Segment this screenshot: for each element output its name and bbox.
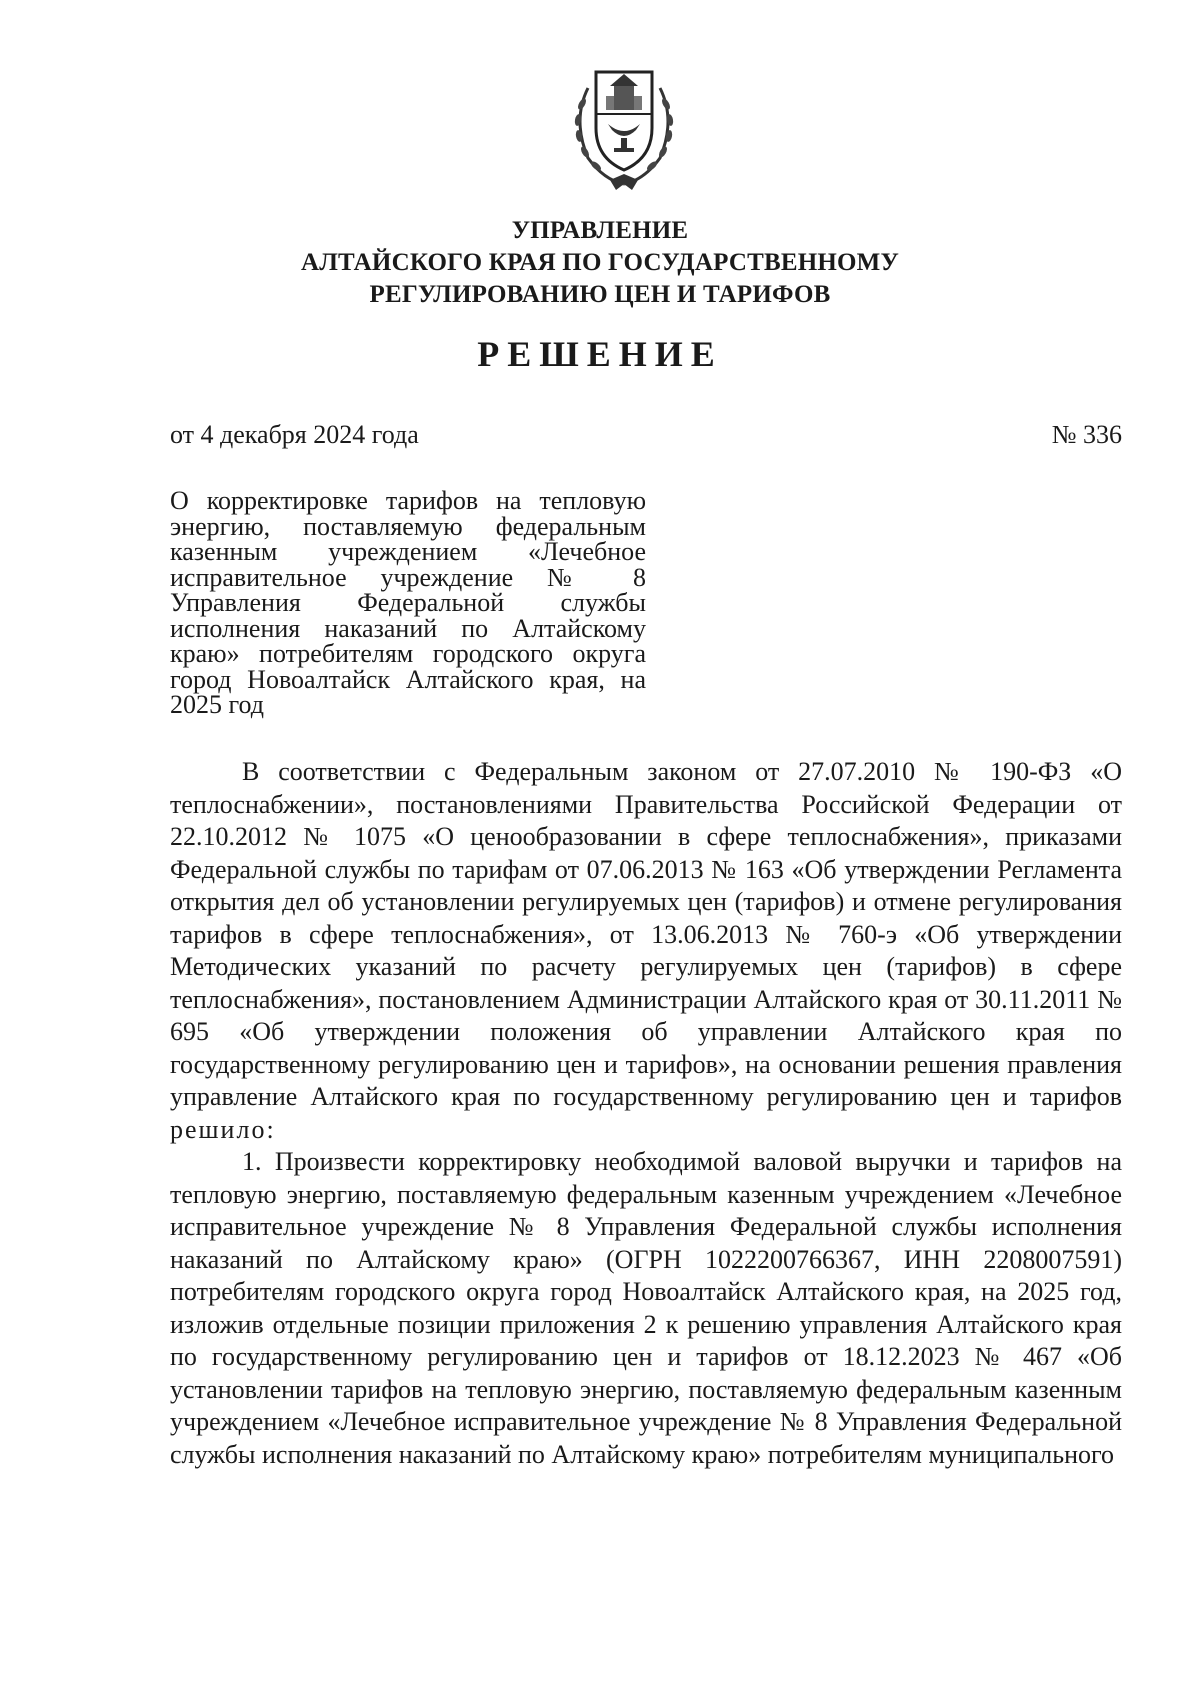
body-paragraph-2: 1. Произвести корректировку необходимой валовой выручки и тарифов на тепловую энергию, поставляемую федеральным казенным учреждением «Лечебное исправительное учреждение № 8 Управления Федеральной службы исполнения наказаний по Алтайскому краю» (ОГРН 1022200766367, ИНН 2208007591) потребителям городского округа город Новоалтайск Алтайского края, на 2025 год, изложив отдельные позиции приложения 2 к решению управления Алтайского края по государственному регулированию цен и тарифов от 18.12.2023 № 467 «Об установлении тарифов на тепловую энергию, поставляемую федеральным казенным учреждением «Лечебное исправительное учреждение № 8 Управления Федеральной службы исполнения наказаний по Алтайскому краю» потребителям муниципального bbox=[170, 1147, 1122, 1469]
document-number: № 336 bbox=[1051, 420, 1122, 449]
document-date: от 4 декабря 2024 года bbox=[170, 420, 419, 449]
document-subject: О корректировке тарифов на тепловую энергию, поставляемую федеральным казенным учреждением «Лечебное исправительное учреждение № 8 Управления Федеральной службы исполнения наказаний по Алтайскому краю» потребителям городского округа город Новоалтайск Алтайского края, на 2025 год bbox=[170, 486, 646, 719]
header-line-2: АЛТАЙСКОГО КРАЯ ПО ГОСУДАРСТВЕННОМУ bbox=[300, 249, 900, 276]
header-line-3: РЕГУЛИРОВАНИЮ ЦЕН И ТАРИФОВ bbox=[369, 281, 831, 308]
coat-of-arms-icon bbox=[566, 58, 682, 192]
body-paragraph-1 bbox=[170, 756, 1122, 1146]
document-type-title: РЕШЕНИЕ bbox=[477, 334, 723, 374]
issuer-header bbox=[0, 215, 1200, 311]
date-number-line bbox=[170, 420, 1122, 450]
resolved-word: решило: bbox=[170, 1114, 276, 1144]
document-body bbox=[170, 756, 1122, 1471]
preamble-text: В соответствии с Федеральным законом от 27.07.2010 № 190-ФЗ «О теплоснабжении», постановлениями Правительства Российской Федерации от 22.10.2012 № 1075 «О ценообразовании в сфере теплоснабжения», приказами Федеральной службы по тарифам от 07.06.2013 № 163 «Об утверждении Регламента открытия дел об установлении регулируемых цен (тарифов) и отмене регулирования тарифов в сфере теплоснабжения», от 13.06.2013 № 760-э «Об утверждении Методических указаний по расчету регулируемых цен (тарифов) в сфере теплоснабжения», постановлением Администрации Алтайского края от 30.11.2011 № 695 «Об утверждении положения об управлении Алтайского края по государственному регулированию цен и тарифов», на основании решения правления управление Алтайского края по государственному регулированию цен и тарифов bbox=[170, 757, 1122, 1111]
header-line-1: УПРАВЛЕНИЕ bbox=[511, 217, 689, 244]
